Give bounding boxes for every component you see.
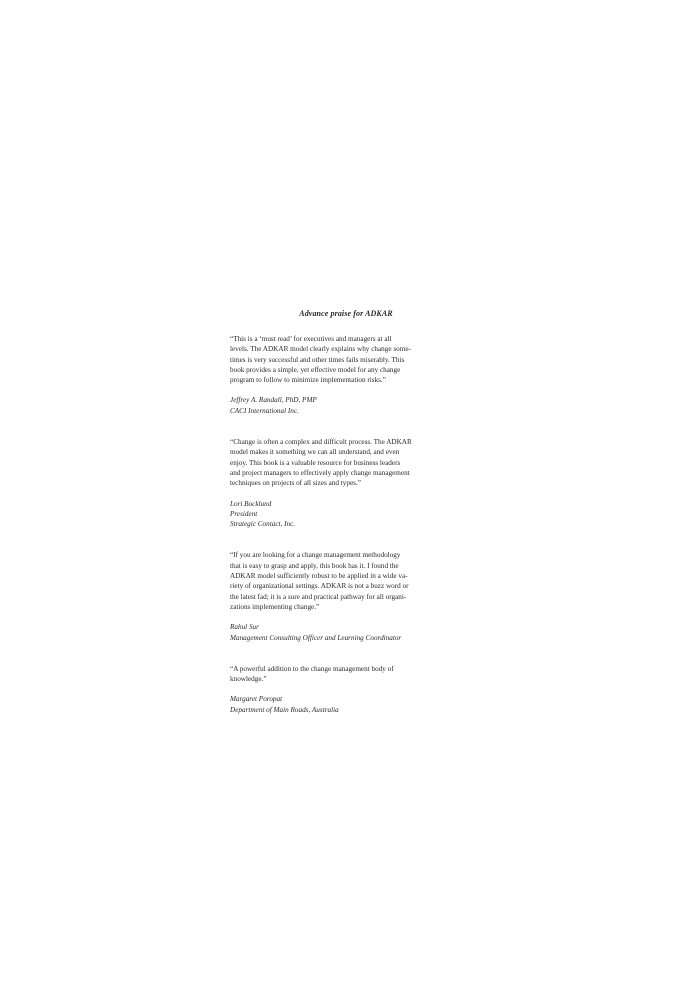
testimonial-quote bbox=[230, 334, 462, 385]
quote-line: book provides a simple, yet effective model for any change bbox=[230, 365, 401, 374]
testimonial bbox=[230, 550, 462, 642]
testimonial bbox=[230, 437, 462, 529]
attribution-name: Margaret Poropat bbox=[230, 695, 283, 704]
page-content bbox=[230, 308, 462, 715]
page-heading: Advance praise for ADKAR bbox=[299, 309, 393, 318]
quote-line: “If you are looking for a change management methodology bbox=[230, 551, 401, 560]
testimonial-quote bbox=[230, 550, 462, 612]
quote-line: “Change is often a complex and difficult process. The ADKAR bbox=[230, 438, 412, 447]
attribution-name: Rahul Sur bbox=[230, 623, 259, 632]
quote-line: the latest fad; it is a sure and practical pathway for all organi- bbox=[230, 592, 407, 601]
quote-line: zations implementing change.” bbox=[230, 602, 320, 611]
attribution-organization: Strategic Contact, Inc. bbox=[230, 520, 296, 529]
quote-line: techniques on projects of all sizes and types.” bbox=[230, 479, 361, 488]
quote-line: “A powerful addition to the change management body of bbox=[230, 664, 394, 673]
attribution-name: Jeffrey A. Randall, PhD, PMP bbox=[230, 396, 317, 405]
quote-line: that is easy to grasp and apply, this book has it. I found the bbox=[230, 561, 399, 570]
testimonial bbox=[230, 334, 462, 416]
attribution-organization: CACI International Inc. bbox=[230, 406, 299, 415]
quote-line: program to follow to minimize implementation risks.” bbox=[230, 376, 386, 385]
testimonial-attribution bbox=[230, 622, 462, 643]
attribution-title: Management Consulting Officer and Learning Coordinator bbox=[230, 633, 402, 642]
testimonial-quote bbox=[230, 664, 462, 685]
testimonial-attribution bbox=[230, 395, 462, 416]
attribution-name: Lori Bocklund bbox=[230, 499, 272, 508]
quote-line: “This is a ‘must read’ for executives and managers at all bbox=[230, 335, 392, 343]
quote-line: and project managers to effectively apply change management bbox=[230, 468, 410, 477]
attribution-title: President bbox=[230, 509, 258, 518]
quote-line: enjoy. This book is a valuable resource for business leaders bbox=[230, 458, 401, 467]
testimonial-quote bbox=[230, 437, 462, 488]
testimonial-attribution bbox=[230, 499, 462, 530]
quote-line: knowledge.” bbox=[230, 675, 267, 684]
attribution-organization: Department of Main Roads, Australia bbox=[230, 705, 339, 714]
testimonial bbox=[230, 664, 462, 715]
quote-line: ADKAR model sufficiently robust to be applied in a wide va- bbox=[230, 572, 408, 581]
quote-line: model makes it something we can all understand, and even bbox=[230, 448, 400, 457]
quote-line: levels. The ADKAR model clearly explains why change some- bbox=[230, 345, 411, 354]
quote-line: times is very successful and other times fails miserably. This bbox=[230, 355, 405, 364]
quote-line: riety of organizational settings. ADKAR is not a buzz word or bbox=[230, 582, 409, 591]
testimonial-attribution bbox=[230, 694, 462, 715]
